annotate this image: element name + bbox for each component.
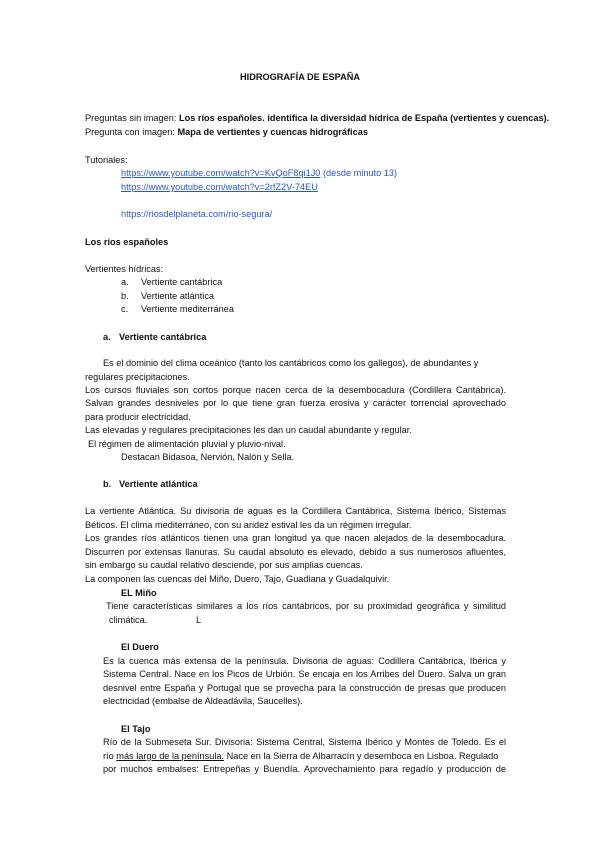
section-title: Vertiente atlántica (119, 479, 198, 489)
vertientes-heading: Vertientes hídricas: (85, 264, 164, 274)
subsection-heading-mino: EL Miño (121, 588, 157, 598)
paragraph-line: por muchos embalses: Entrepeñas y Buendía. Aprovechamiento para regadío y producción de (103, 764, 506, 774)
paragraph-line: Es la cuenca más extensa de la península. Divisoria de aguas: Codillera Cantábrica, Ibérica y (103, 656, 506, 666)
tutorial-link-2[interactable]: https://www.youtube.com/watch?v=2rfZ2V-74EU (121, 182, 318, 192)
list-item-label: Vertiente mediterránea (141, 304, 234, 314)
section-heading-rios: Los ríos españoles (85, 237, 169, 247)
paragraph-line: desnivel entre España y Portugal que se provecha para la construcción de presas que producen (103, 683, 506, 693)
paragraph-line: Destacan Bidasoa, Nervión, Nalón y Sella. (121, 452, 295, 462)
paragraph-line: electricidad (embalse de Aldeadávila, Saucelles). (103, 696, 303, 706)
page-title: HIDROGRAFÍA DE ESPAÑA (240, 72, 360, 82)
tutorials-heading: Tutoriales: (85, 155, 128, 165)
text-run: río (103, 751, 114, 761)
paragraph-line: Béticos. El clima mediterráneo, con su aridez estival les da un régimen irregular. (85, 520, 412, 530)
subsection-heading-tajo: El Tajo (121, 724, 151, 734)
list-item (121, 276, 222, 289)
list-marker: a. (121, 277, 129, 287)
paragraph-line: regulares precipitaciones. (85, 372, 190, 382)
paragraph-line: Tiene características similares a los ríos cantábricos, por su proximidad geográfica y similitud (106, 601, 506, 611)
tutorial-link-row-1 (121, 167, 397, 180)
paragraph-line: El régimen de alimentación pluvial y pluvio-nival. (88, 439, 286, 449)
list-item (121, 290, 214, 303)
list-item-label: Vertiente cantábrica (141, 277, 223, 287)
tutorial-link-1[interactable]: https://www.youtube.com/watch?v=KvQoF8qi1J0 (121, 168, 321, 178)
paragraph-line: Las elevadas y regulares precipitaciones les dan un caudal abundante y regular. (85, 425, 412, 435)
question-1 (85, 112, 549, 125)
question-2-label: Pregunta con imagen: (85, 127, 175, 137)
section-title: Vertiente cantábrica (119, 332, 207, 342)
section-heading-cantabrica (103, 331, 206, 344)
paragraph-line: para producir electricidad. (85, 412, 191, 422)
section-marker: b. (103, 479, 112, 489)
paragraph-line: Es el dominio del clima oceánico (tanto los cantábricos como los gallegos), de abundantes y (103, 358, 479, 368)
paragraph-line: La vertiente Atlántica. Su divisoria de aguas es la Cordillera Cantábrica, Sistema Ibérico, Sistemas (85, 506, 506, 516)
paragraph-line: Salvan grandes desniveles por lo que tiene gran fuerza erosiva y carácter torrencial aprovechado (85, 398, 506, 408)
paragraph-line: Discurren por extensas llanuras. Su caudal absoluto es elevado, debido a sus numerosos afluentes, (85, 547, 506, 557)
tutorial-link-3[interactable]: https://riosdelplaneta.com/rio-segura/ (121, 209, 273, 219)
subsection-heading-duero: El Duero (121, 642, 159, 652)
list-item (121, 303, 234, 316)
paragraph-line: Sistema Central. Nace en los Picos de Urbión. Se encaja en los Arribes del Duero. Salva un gran (103, 669, 506, 679)
paragraph-line: sin embargo su caudal relativo desciende, por sus amplias cuencas. (85, 560, 363, 570)
paragraph-line: Río de la Submeseta Sur. Divisoria: Sistema Central, Sistema Ibérico y Montes de Toledo. Es el (103, 737, 506, 747)
paragraph-line: Los grandes ríos atlánticos tienen una gran longitud ya que nacen alejados de la desembocadura. (85, 533, 506, 543)
paragraph-line: Los cursos fluviales son cortos porque nacen cerca de la desembocadura (Cordillera Cantábrica). (85, 385, 506, 395)
paragraph-line (103, 750, 498, 763)
section-marker: a. (103, 332, 111, 342)
section-heading-atlantica (103, 478, 198, 491)
text-run: Nace en la Sierra de Albarracín y desemboca en Lisboa. Regulado (226, 751, 499, 761)
underlined-text: más largo de la península. (116, 751, 225, 761)
list-marker: b. (121, 291, 129, 301)
question-2-text: Mapa de vertientes y cuencas hidrográficas (177, 127, 368, 137)
list-item-label: Vertiente atlántica (141, 291, 215, 301)
paragraph-line: climática. (109, 615, 148, 625)
stray-mark: L (196, 615, 202, 625)
list-marker: c. (121, 304, 129, 314)
paragraph-line: La componen las cuencas del Miño, Duero, Tajo, Guadiana y Guadalquivir. (85, 574, 390, 584)
tutorial-link-1-note: (desde minuto 13) (322, 168, 398, 178)
question-2 (85, 126, 368, 139)
question-1-text: Los ríos españoles. identifica la diversidad hídrica de España (vertientes y cuencas). (178, 113, 550, 123)
question-1-label: Preguntas sin imagen: (85, 113, 177, 123)
